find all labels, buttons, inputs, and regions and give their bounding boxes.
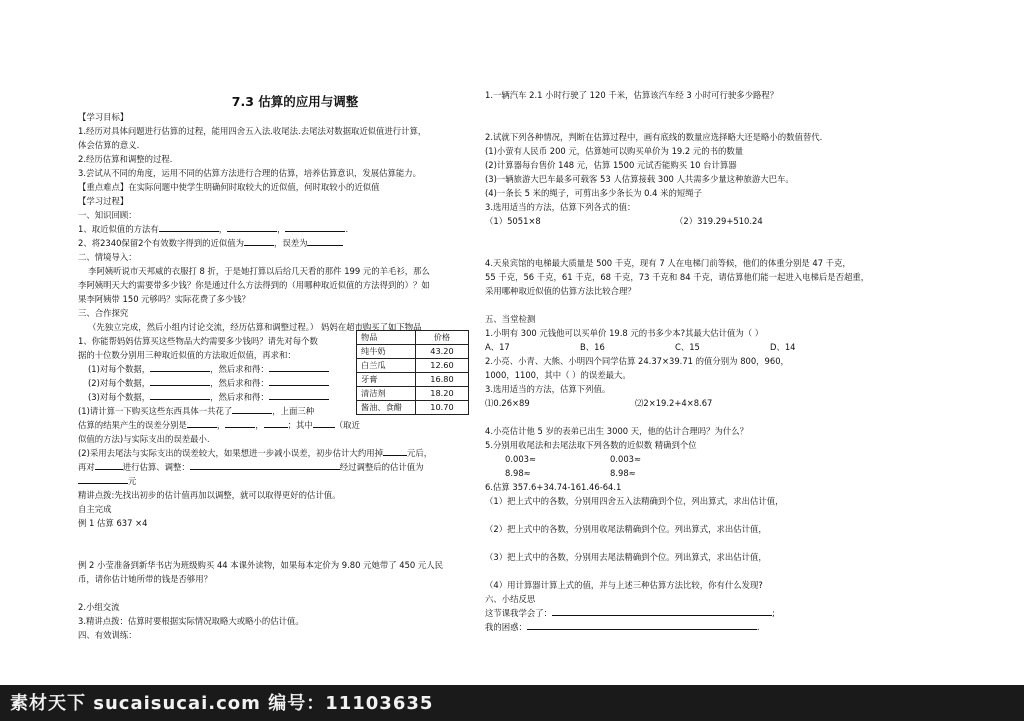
table-header-cell: 价格 [416, 331, 469, 345]
text-line: 2.小组交流 [78, 602, 120, 612]
text-line: 自主完成 [78, 504, 112, 514]
answer-blank[interactable] [552, 606, 772, 616]
text-line: 例 2 小莹准备到新华书店为班级购买 44 本课外读物，如果每本定价为 9.80 元她带了 450 元人民 [78, 560, 444, 570]
text-line: (2)采用去尾法与实际支出的误差较大，如果想进一步减小误差，初步估计大约用掉 元后， [78, 448, 433, 458]
text-line: 李阿姨明天大约需要带多少钱？你是通过什么方法得到的（用哪种取近似值的方法得到的）？如 [78, 280, 430, 290]
answer-blank[interactable] [264, 418, 288, 428]
text-line: 5.分别用收尾法和去尾法取下列各数的近似数 精确到个位 [485, 440, 697, 450]
answer-blank[interactable] [225, 418, 255, 428]
text-line [485, 340, 955, 354]
text-line: 1.小明有 300 元钱他可以买单价 19.8 元的书多少本?其最大估计值为（ ） [485, 328, 764, 338]
section-heading: 二、情境导入： [78, 252, 137, 262]
text-line: (3)对每个数据， ，然后求和得： [78, 390, 478, 404]
text-line: 例 1 估算 637 ×4 [78, 518, 148, 528]
table-cell: 白兰瓜 [357, 359, 416, 373]
text-line: 2.试就下列各种情况，判断在估算过程中，画有底线的数量应选择略大还是略小的数值替代. [485, 132, 823, 142]
text-line: 元 [78, 474, 478, 488]
table-header-row [357, 331, 469, 345]
watermark-bar [0, 685, 1024, 721]
answer-blank[interactable] [190, 460, 340, 470]
price-table [356, 330, 469, 415]
table-cell: 纯牛奶 [357, 345, 416, 359]
text-line: 李阿姨听说市天邦威的衣服打 8 折，于是她打算以后给几天看的那件 199 元的羊毛衫，那么 [88, 266, 430, 276]
answer-blank[interactable] [527, 620, 757, 630]
text-line: 似值的方法)与实际支出的误差最小. [78, 434, 210, 444]
section-heading: 【学习过程】 [78, 196, 129, 206]
text-line: 4.小亮估计他 5 岁的表弟已出生 3000 天，他的估计合理吗？为什么？ [485, 426, 749, 436]
table-cell: 10.70 [416, 401, 469, 415]
table-row [357, 373, 469, 387]
table-cell: 牙膏 [357, 373, 416, 387]
answer-blank[interactable] [383, 446, 407, 456]
text-line: 8.98≈ 8.98≈ [505, 468, 636, 478]
answer-blank[interactable] [150, 376, 210, 386]
text-line: （2）把上式中的各数，分别用收尾法精确到个位。列出算式，求出估计值， [485, 524, 767, 534]
answer-blank[interactable] [95, 460, 123, 470]
answer-blank[interactable] [313, 418, 335, 428]
text-line: (1)请计算一下购买这些东西具体一共花了 ，上面三种 [78, 406, 315, 416]
text-line: 3.精讲点拨：估算时要根据实际情况取略大或略小的估计值。 [78, 616, 304, 626]
text-line: 3.选用适当的方法，估算下列各式的值： [485, 202, 636, 212]
choice-d: D、14 [770, 342, 796, 352]
table-row [357, 401, 469, 415]
text-line: ⑴0.26×89 ⑵2×19.2+4×8.67 [485, 398, 713, 408]
text-line: 体会估算的意义. [78, 140, 140, 150]
text-line: 果李阿姨带 150 元够吗？实际花费了多少钱？ [78, 294, 251, 304]
answer-blank[interactable] [187, 418, 217, 428]
text-line: （先独立完成，然后小组内讨论交流，经历估算和调整过程。） 妈妈在超市购买了如下物品 [88, 322, 422, 332]
answer-blank[interactable] [232, 404, 272, 414]
right-column [485, 88, 955, 634]
table-header-cell: 物品 [357, 331, 416, 345]
answer-blank[interactable] [269, 376, 329, 386]
text-line: 0.003≈ 0.003≈ [505, 454, 641, 464]
text-line: (2)计算器每台售价 148 元，估算 1500 元试否能购买 10 台计算器 [485, 160, 737, 170]
page-title: 7.3 估算的应用与调整 [231, 94, 359, 109]
table-row [357, 359, 469, 373]
answer-blank[interactable] [285, 222, 345, 232]
table-cell: 清洁剂 [357, 387, 416, 401]
text-line: 6.估算 357.6+34.74-161.46-64.1 [485, 482, 622, 492]
section-heading: 六、小结反思 [485, 594, 536, 604]
text-line: 1、取近似值的方法有 ， ， . [78, 224, 349, 234]
answer-blank[interactable] [78, 474, 128, 484]
text-line: 估算的结果产生的误差分别是 ， ， ；其中 （取近 [78, 420, 360, 430]
text-line: （4）用计算器计算上式的值，并与上述三种估算方法比较，你有什么发现? [485, 580, 763, 590]
answer-blank[interactable] [150, 390, 210, 400]
text-line: 3.选用适当的方法，估算下列值。 [485, 384, 611, 394]
answer-blank[interactable] [269, 362, 329, 372]
table-cell: 18.20 [416, 387, 469, 401]
text-line: 1.经历对具体问题进行估算的过程，能用四舍五入法.收尾法.去尾法对数据取近似值进行计算， [78, 126, 427, 136]
text-line: 2、将2340保留2个有效数字得到的近似值为 ，误差为 [78, 236, 478, 250]
table-cell: 43.20 [416, 345, 469, 359]
text-line: 精讲点拨:先找出初步的估计值再加以调整，就可以取得更好的估计值。 [78, 490, 341, 500]
text-line: （3）把上式中的各数，分别用去尾法精确到个位。列出算式，求出估计值， [485, 552, 767, 562]
choice-a: A、17 [485, 342, 510, 352]
answer-blank[interactable] [150, 362, 210, 372]
text-line: 3.尝试从不同的角度，运用不同的估算方法进行合理的估算，培养估算意识，发展估算能力。 [78, 168, 421, 178]
answer-blank[interactable] [269, 390, 329, 400]
table-row [357, 387, 469, 401]
table-cell: 12.60 [416, 359, 469, 373]
text-line: 55 千克，56 千克，61 千克，68 千克，73 千克和 84 千克，请估算他们能一起进入电梯后是否超重， [485, 272, 870, 282]
watermark-text: 素材天下 sucaisucai.com 编号：11103635 [10, 693, 434, 714]
answer-blank[interactable] [307, 236, 343, 246]
text-line: 再对 进行估算、调整： 经过调整后的估计值为 [78, 462, 424, 472]
section-heading: 五、当堂检测 [485, 314, 536, 324]
table-row [357, 345, 469, 359]
text-line: （1）5051×8 （2）319.29+510.24 [485, 216, 763, 226]
text-line: 4.天泉宾馆的电梯最大质量是 500 千克，现有 7 人在电梯门前等候，他们的体重分别是 47 千克， [485, 258, 851, 268]
text-line: (1)对每个数据， ，然后求和得： [78, 362, 478, 376]
table-cell: 酱油、食醋 [357, 401, 416, 415]
text-line: 币，请你估计她所带的钱是否够用？ [78, 574, 212, 584]
text-line: 我的困惑： . [485, 622, 760, 632]
text-line: 【重点难点】在实际问题中使学生明确何时取较大的近似值，何时取较小的近似值 [78, 182, 380, 192]
text-line: 据的十位数分别用三种取近似值的方法取近似值，再求和： [78, 350, 296, 360]
text-line: （1）把上式中的各数，分别用四舍五入法精确到个位，列出算式，求出估计值， [485, 496, 784, 506]
choice-b: B、16 [580, 342, 605, 352]
text-line: 这节课我学会了： ; [485, 608, 775, 618]
section-heading: 四、有效训练： [78, 630, 137, 640]
answer-blank[interactable] [244, 236, 274, 246]
answer-blank[interactable] [159, 222, 219, 232]
section-heading: 一、知识回顾： [78, 210, 137, 220]
text-line: (2)对每个数据， ，然后求和得： [78, 376, 478, 390]
text-line: 2.小亮、小青、大熊、小明四个同学估算 24.37×39.71 的值分别为 800，960， [485, 356, 789, 366]
text-line: 1.一辆汽车 2.1 小时行驶了 120 千米，估算该汽车经 3 小时可行驶多少路程？ [485, 90, 779, 100]
text-line: (1)小萤有人民币 200 元，估算她可以购买单价为 19.2 元的书的数量 [485, 146, 744, 156]
choice-c: C、15 [675, 342, 700, 352]
section-heading: 【学习目标】 [78, 112, 129, 122]
text-line: 1000，1100，其中（ ）的误差最大。 [485, 370, 631, 380]
text-line: 1、你能帮妈妈估算买这些物品大约需要多少钱吗？请先对每个数 [78, 336, 318, 346]
section-heading: 三、合作探究 [78, 308, 129, 318]
text-line: (3)一辆旅游大巴车最多可载客 53 人估算接载 300 人共需多少量这种旅游大巴车。 [485, 174, 794, 184]
text-line: 采用哪种取近似值的估算方法比较合理？ [485, 286, 636, 296]
text-line: (4)一条长 5 米的绳子，可剪出多少条长为 0.4 米的短绳子 [485, 188, 703, 198]
text-line: 2.经历估算和调整的过程. [78, 154, 173, 164]
table-cell: 16.80 [416, 373, 469, 387]
answer-blank[interactable] [227, 222, 277, 232]
